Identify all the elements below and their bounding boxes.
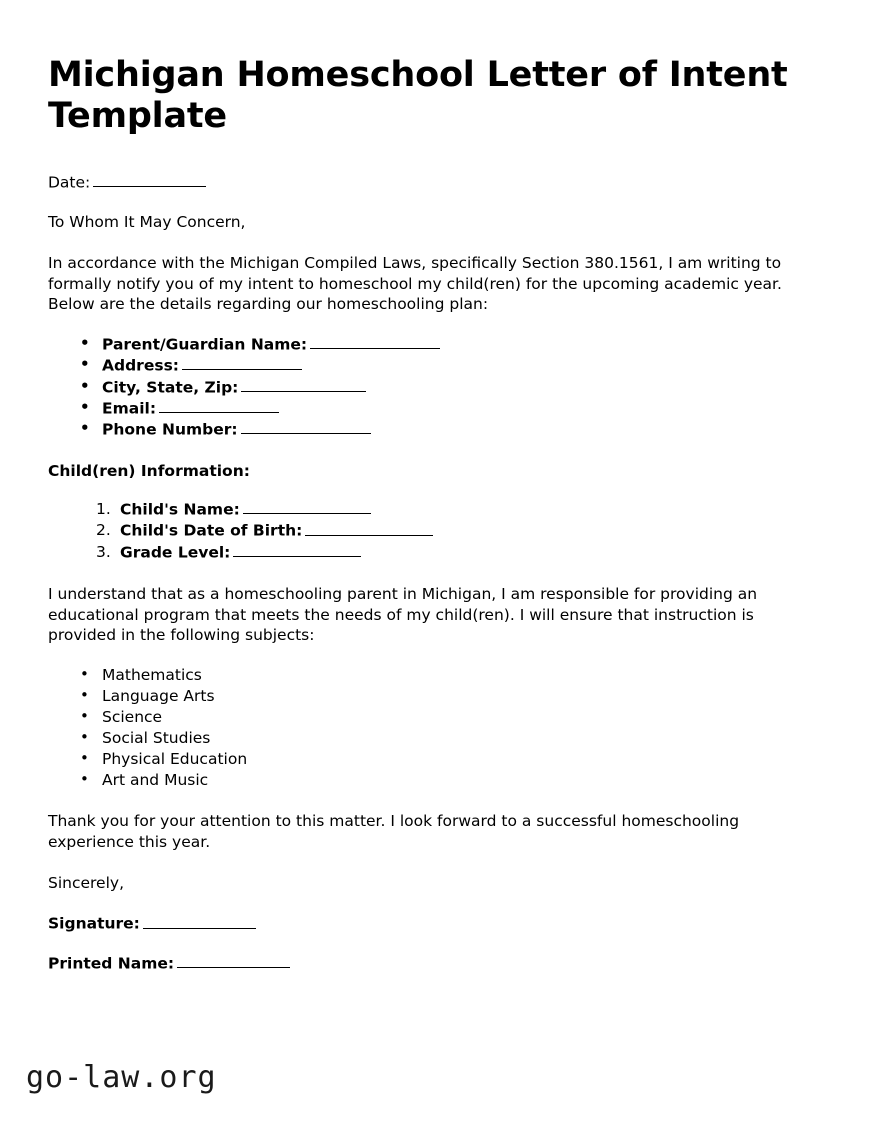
child-field-blank[interactable]: [305, 520, 433, 535]
signature-blank[interactable]: [143, 913, 256, 928]
responsibility-paragraph: I understand that as a homeschooling parent in Michigan, I am responsible for providing an educational program that meets the needs of my child(ren). I will ensure that instruction is provided in the following subjects:: [48, 585, 758, 645]
signature-line: [48, 913, 820, 934]
contact-field-label: Address:: [102, 356, 179, 375]
salutation: To Whom It May Concern,: [48, 213, 246, 232]
children-section-heading: Child(ren) Information:: [48, 461, 250, 480]
signature-label: Signature:: [48, 914, 140, 933]
contact-field-label: Phone Number:: [102, 420, 238, 439]
contact-field-blank[interactable]: [159, 398, 279, 413]
contact-field-blank[interactable]: [241, 419, 371, 434]
list-item: • Language Arts: [90, 686, 820, 707]
list-item: • Science: [90, 707, 820, 728]
list-item: [90, 355, 820, 376]
list-item: [90, 334, 820, 355]
child-field-label: Child's Name:: [120, 500, 240, 519]
contact-field-blank[interactable]: [310, 334, 440, 349]
thanks-paragraph: Thank you for your attention to this matter. I look forward to a successful homeschooling experience this year.: [48, 812, 740, 852]
contact-field-blank[interactable]: [182, 355, 302, 370]
list-item: [90, 377, 820, 398]
child-field-blank[interactable]: [233, 542, 361, 557]
list-item: • Mathematics: [90, 665, 820, 686]
page-title: Michigan Homeschool Letter of Intent Template: [48, 55, 788, 137]
document-content: [48, 55, 820, 974]
intro-paragraph: In accordance with the Michigan Compiled Laws, specifically Section 380.1561, I am writing to formally notify you of my intent to homeschool my child(ren) for the upcoming academic year. Below are the details regarding our homeschooling plan:: [48, 254, 782, 314]
child-field-blank[interactable]: [243, 499, 371, 514]
contact-field-label: Parent/Guardian Name:: [102, 335, 308, 354]
child-field-label: Grade Level:: [120, 543, 231, 562]
contact-field-label: City, State, Zip:: [102, 377, 239, 396]
list-item: [118, 542, 820, 563]
list-item: • Social Studies: [90, 728, 820, 749]
list-item: • Physical Education: [90, 749, 820, 770]
closing-line: Sincerely,: [48, 873, 125, 892]
site-watermark: go-law.org: [26, 1060, 217, 1095]
contact-fields-list: [48, 334, 820, 441]
list-item: [118, 520, 820, 541]
printed-name-blank[interactable]: [177, 953, 290, 968]
child-field-label: Child's Date of Birth:: [120, 521, 303, 540]
children-fields-list: [48, 499, 820, 563]
printed-name-label: Printed Name:: [48, 954, 175, 973]
date-blank[interactable]: [93, 172, 206, 187]
list-item: [118, 499, 820, 520]
date-line: [48, 172, 820, 193]
date-label: Date:: [48, 172, 91, 191]
list-item: [90, 398, 820, 419]
list-item: • Art and Music: [90, 770, 820, 791]
contact-field-label: Email:: [102, 399, 157, 418]
contact-field-blank[interactable]: [241, 377, 366, 392]
subjects-list: [48, 665, 820, 791]
printed-name-line: [48, 953, 820, 974]
list-item: [90, 419, 820, 440]
